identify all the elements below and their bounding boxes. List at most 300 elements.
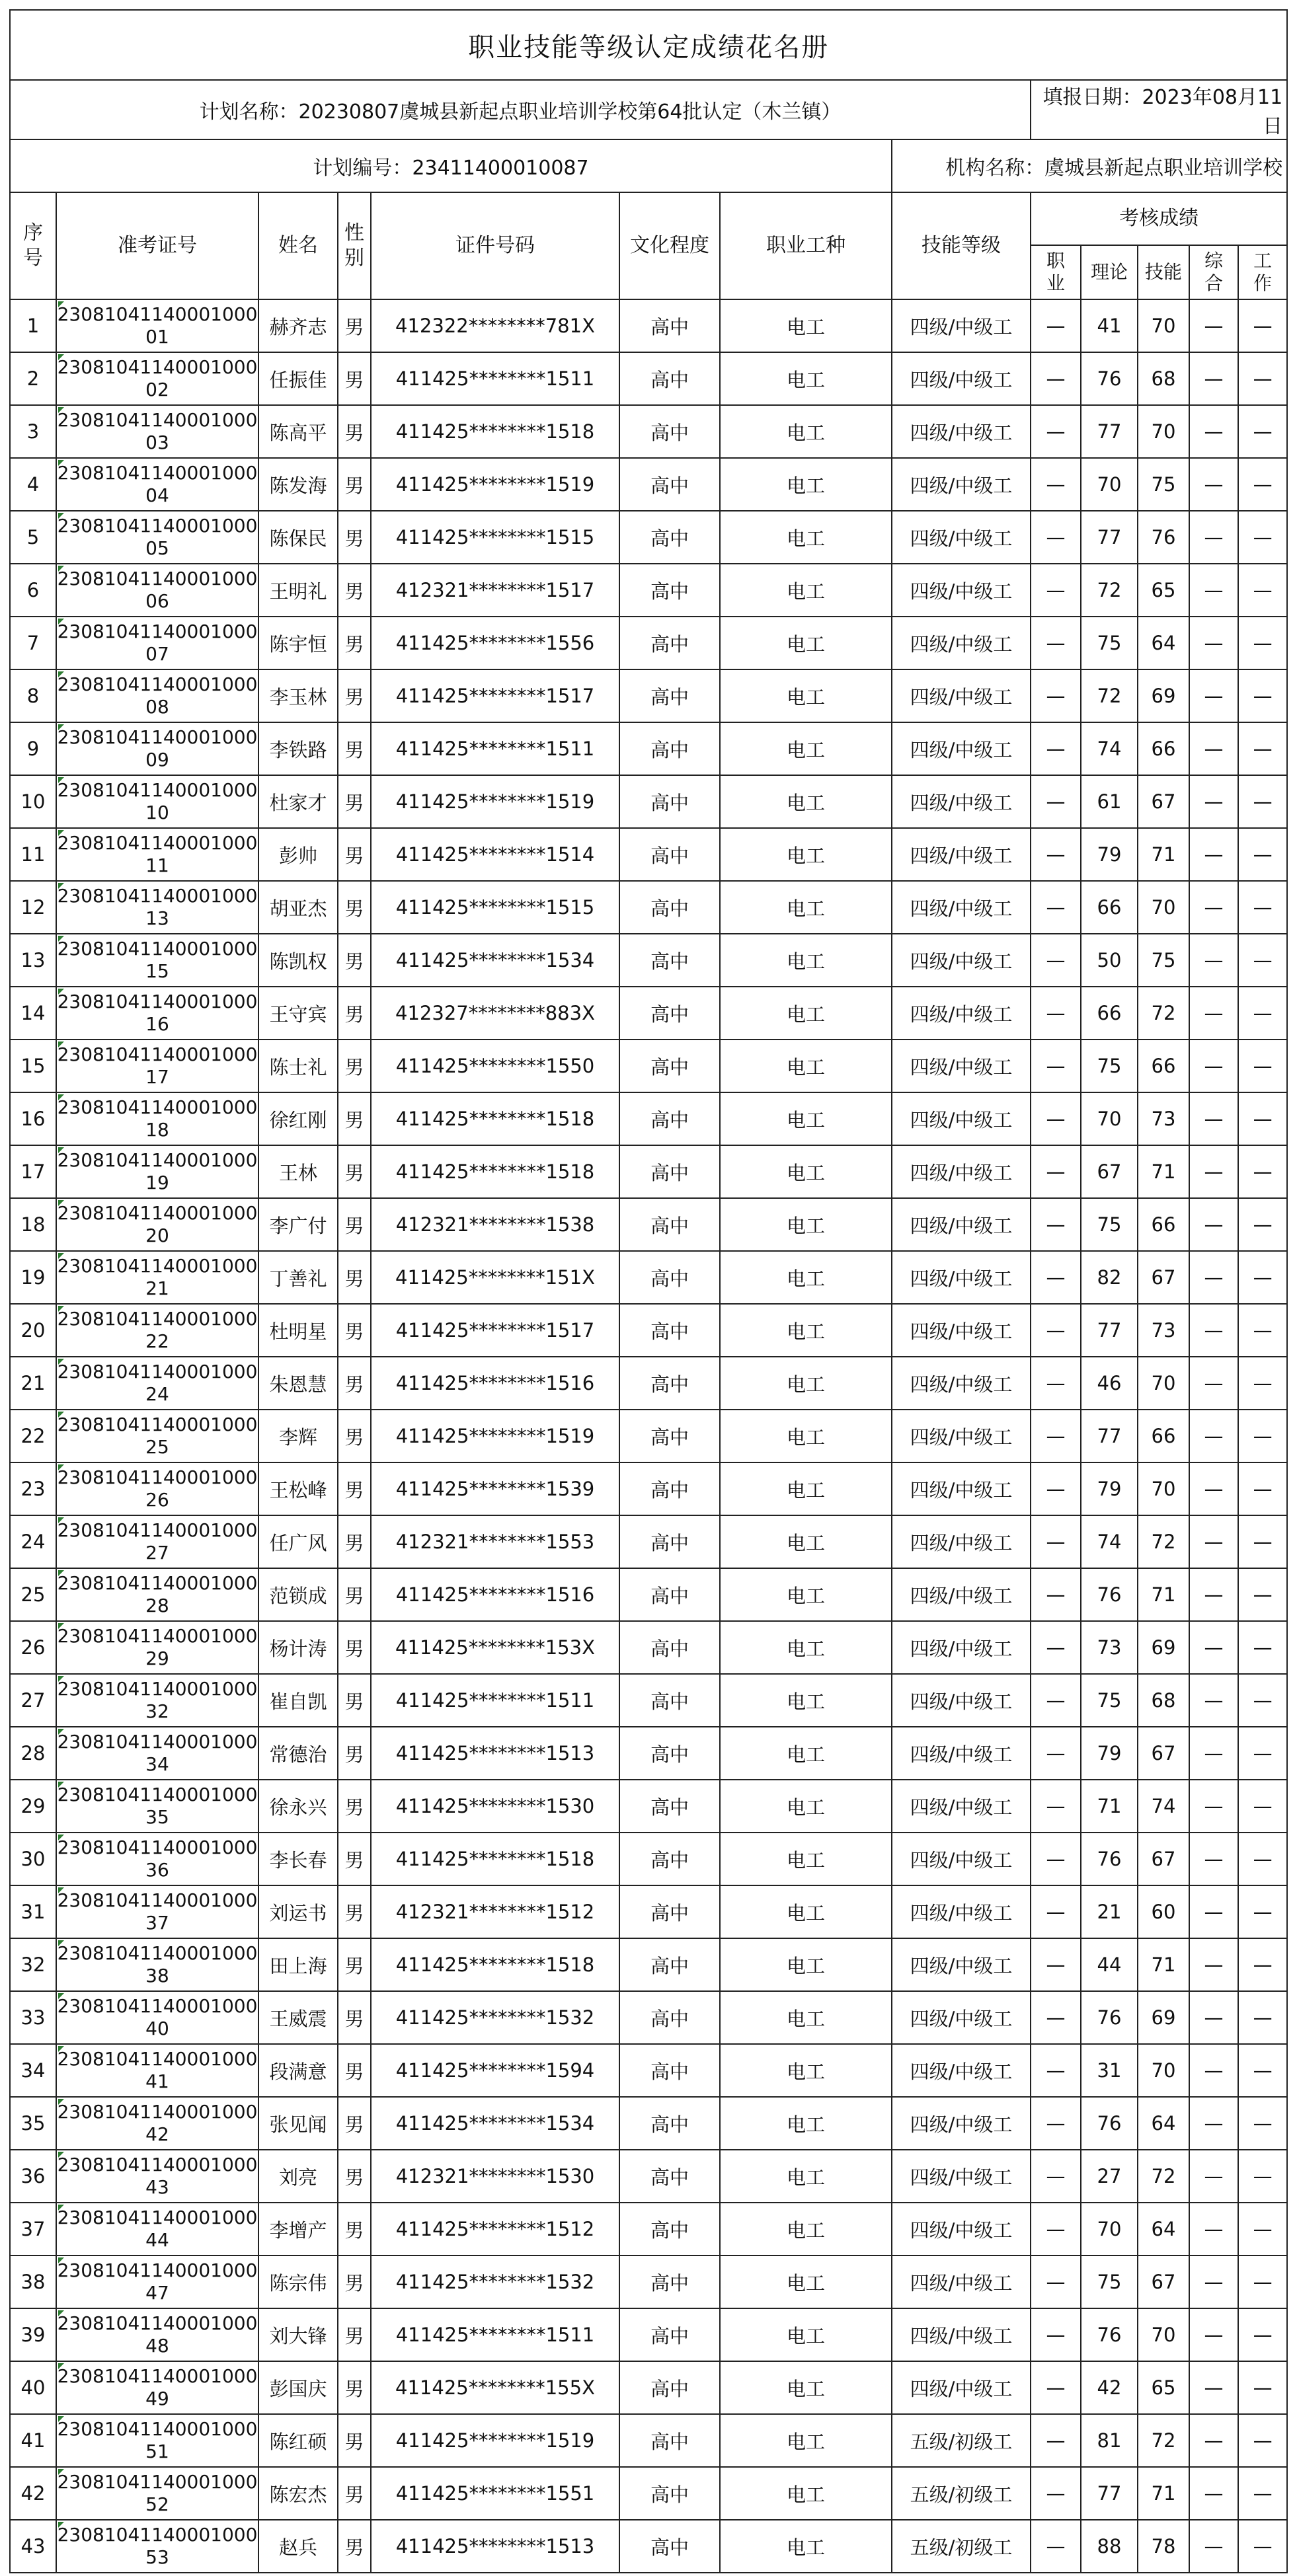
cell-seq: 33 — [10, 1991, 56, 2044]
cell-id-no: 412321********1512 — [371, 1885, 619, 1938]
header-score-work — [1238, 245, 1287, 299]
cell-education: 高中 — [619, 1621, 720, 1674]
cell-gender: 男 — [338, 2044, 371, 2097]
cell-id-no: 411425********1516 — [371, 1568, 619, 1621]
cell-name: 常德治 — [258, 1727, 338, 1780]
cell-score-theory: 77 — [1081, 2467, 1138, 2520]
org-name: 机构名称：虞城县新起点职业培训学校 — [892, 139, 1287, 192]
cell-level: 四级/中级工 — [892, 352, 1031, 405]
table-row — [10, 511, 1287, 564]
cell-score-comp: — — [1189, 405, 1238, 458]
plan-name: 计划名称：20230807虞城县新起点职业培训学校第64批认定（木兰镇） — [10, 80, 1031, 139]
cell-score-comp: — — [1189, 1568, 1238, 1621]
cell-score-work: — — [1238, 1304, 1287, 1357]
cell-score-ethic: — — [1031, 1938, 1081, 1991]
cell-gender: 男 — [338, 881, 371, 934]
comment-marker-icon — [58, 1253, 64, 1259]
cell-score-comp: — — [1189, 2308, 1238, 2361]
cell-seq: 1 — [10, 299, 56, 352]
cell-gender: 男 — [338, 2203, 371, 2255]
cell-score-skill: 70 — [1138, 2308, 1189, 2361]
cell-score-work: — — [1238, 1515, 1287, 1568]
cell-score-ethic: — — [1031, 1145, 1081, 1198]
exam-no-text: 2308104114000100006 — [57, 568, 258, 612]
roster-table — [9, 9, 1288, 2573]
cell-name: 赵兵 — [258, 2520, 338, 2573]
table-row — [10, 775, 1287, 828]
cell-exam-no — [56, 934, 258, 987]
exam-no-text: 2308104114000100022 — [57, 1308, 258, 1352]
comment-marker-icon — [58, 777, 64, 783]
cell-score-theory: 79 — [1081, 1462, 1138, 1515]
comment-marker-icon — [58, 1835, 64, 1840]
cell-id-no: 411425********1539 — [371, 1462, 619, 1515]
cell-score-skill: 65 — [1138, 2361, 1189, 2414]
cell-score-work: — — [1238, 987, 1287, 1040]
cell-occupation: 电工 — [720, 2097, 892, 2150]
cell-score-comp: — — [1189, 669, 1238, 722]
cell-level: 四级/中级工 — [892, 1092, 1031, 1145]
cell-seq: 25 — [10, 1568, 56, 1621]
cell-name: 任广风 — [258, 1515, 338, 1568]
cell-education: 高中 — [619, 2414, 720, 2467]
cell-score-ethic: — — [1031, 1462, 1081, 1515]
cell-occupation: 电工 — [720, 1991, 892, 2044]
cell-occupation: 电工 — [720, 2308, 892, 2361]
cell-level: 四级/中级工 — [892, 1833, 1031, 1885]
cell-seq: 15 — [10, 1040, 56, 1092]
exam-no-text: 2308104114000100007 — [57, 621, 258, 665]
cell-occupation: 电工 — [720, 1885, 892, 1938]
cell-score-ethic: — — [1031, 1568, 1081, 1621]
cell-score-work: — — [1238, 1621, 1287, 1674]
cell-id-no: 411425********1518 — [371, 1092, 619, 1145]
cell-score-theory: 72 — [1081, 669, 1138, 722]
cell-level: 四级/中级工 — [892, 669, 1031, 722]
cell-seq: 24 — [10, 1515, 56, 1568]
cell-score-comp: — — [1189, 1780, 1238, 1833]
cell-gender: 男 — [338, 722, 371, 775]
exam-no-text: 2308104114000100017 — [57, 1043, 258, 1088]
cell-score-theory: 75 — [1081, 1198, 1138, 1251]
table-row — [10, 2203, 1287, 2255]
table-row — [10, 2097, 1287, 2150]
cell-score-work: — — [1238, 1092, 1287, 1145]
cell-level: 四级/中级工 — [892, 2044, 1031, 2097]
cell-score-skill: 69 — [1138, 669, 1189, 722]
cell-seq: 39 — [10, 2308, 56, 2361]
cell-score-ethic: — — [1031, 1251, 1081, 1304]
table-row — [10, 881, 1287, 934]
cell-occupation: 电工 — [720, 987, 892, 1040]
cell-name: 任振佳 — [258, 352, 338, 405]
cell-exam-no — [56, 1462, 258, 1515]
cell-score-ethic: — — [1031, 299, 1081, 352]
comment-marker-icon — [58, 1993, 64, 1999]
cell-education: 高中 — [619, 1145, 720, 1198]
cell-exam-no — [56, 881, 258, 934]
cell-name: 彭帅 — [258, 828, 338, 881]
cell-score-skill: 67 — [1138, 775, 1189, 828]
cell-score-ethic: — — [1031, 1198, 1081, 1251]
comment-marker-icon — [58, 1570, 64, 1576]
cell-score-ethic: — — [1031, 1515, 1081, 1568]
header-score-theory: 理论 — [1081, 245, 1138, 299]
cell-education: 高中 — [619, 2044, 720, 2097]
cell-score-theory: 74 — [1081, 1515, 1138, 1568]
cell-score-theory: 77 — [1081, 1410, 1138, 1462]
cell-exam-no — [56, 1938, 258, 1991]
cell-occupation: 电工 — [720, 1938, 892, 1991]
cell-exam-no — [56, 405, 258, 458]
exam-no-text: 2308104114000100032 — [57, 1678, 258, 1722]
table-row — [10, 2361, 1287, 2414]
cell-exam-no — [56, 1410, 258, 1462]
cell-gender: 男 — [338, 1357, 371, 1410]
cell-score-work: — — [1238, 1410, 1287, 1462]
cell-gender: 男 — [338, 828, 371, 881]
cell-score-comp: — — [1189, 1991, 1238, 2044]
cell-seq: 35 — [10, 2097, 56, 2150]
cell-score-ethic: — — [1031, 458, 1081, 511]
cell-level: 四级/中级工 — [892, 1621, 1031, 1674]
cell-score-work: — — [1238, 1198, 1287, 1251]
cell-occupation: 电工 — [720, 1515, 892, 1568]
table-row — [10, 1145, 1287, 1198]
cell-id-no: 411425********1513 — [371, 1727, 619, 1780]
cell-score-ethic: — — [1031, 564, 1081, 617]
cell-gender: 男 — [338, 1833, 371, 1885]
cell-score-ethic: — — [1031, 2520, 1081, 2573]
cell-score-work: — — [1238, 669, 1287, 722]
comment-marker-icon — [58, 1359, 64, 1365]
cell-level: 四级/中级工 — [892, 1251, 1031, 1304]
cell-score-skill: 68 — [1138, 1674, 1189, 1727]
cell-score-comp: — — [1189, 722, 1238, 775]
cell-education: 高中 — [619, 1833, 720, 1885]
cell-level: 五级/初级工 — [892, 2414, 1031, 2467]
cell-gender: 男 — [338, 1621, 371, 1674]
table-row — [10, 1991, 1287, 2044]
table-row — [10, 458, 1287, 511]
cell-id-no: 411425********1556 — [371, 617, 619, 669]
cell-exam-no — [56, 2097, 258, 2150]
exam-no-text: 2308104114000100047 — [57, 2259, 258, 2304]
cell-gender: 男 — [338, 2308, 371, 2361]
cell-score-theory: 75 — [1081, 2255, 1138, 2308]
cell-exam-no — [56, 669, 258, 722]
cell-score-theory: 76 — [1081, 1991, 1138, 2044]
cell-name: 段满意 — [258, 2044, 338, 2097]
cell-score-theory: 70 — [1081, 458, 1138, 511]
cell-level: 四级/中级工 — [892, 2361, 1031, 2414]
cell-education: 高中 — [619, 1357, 720, 1410]
cell-score-skill: 78 — [1138, 2520, 1189, 2573]
exam-no-text: 2308104114000100037 — [57, 1889, 258, 1934]
cell-education: 高中 — [619, 352, 720, 405]
cell-gender: 男 — [338, 1991, 371, 2044]
comment-marker-icon — [58, 1887, 64, 1893]
cell-score-comp: — — [1189, 1727, 1238, 1780]
cell-level: 五级/初级工 — [892, 2520, 1031, 2573]
cell-name: 陈发海 — [258, 458, 338, 511]
table-row — [10, 1304, 1287, 1357]
header-seq — [10, 192, 56, 299]
cell-score-theory: 42 — [1081, 2361, 1138, 2414]
cell-score-skill: 73 — [1138, 1304, 1189, 1357]
table-row — [10, 1462, 1287, 1515]
cell-occupation: 电工 — [720, 299, 892, 352]
exam-no-text: 2308104114000100044 — [57, 2207, 258, 2251]
cell-occupation: 电工 — [720, 828, 892, 881]
cell-id-no: 411425********1516 — [371, 1357, 619, 1410]
header-scores: 考核成绩 — [1031, 192, 1287, 245]
header-score-work-label: 工作 — [1253, 250, 1273, 294]
cell-score-ethic: — — [1031, 405, 1081, 458]
exam-no-text: 2308104114000100008 — [57, 673, 258, 718]
cell-score-comp: — — [1189, 2203, 1238, 2255]
cell-score-theory: 76 — [1081, 2308, 1138, 2361]
cell-score-theory: 50 — [1081, 934, 1138, 987]
cell-score-skill: 73 — [1138, 1092, 1189, 1145]
cell-gender: 男 — [338, 2414, 371, 2467]
comment-marker-icon — [58, 2257, 64, 2263]
cell-score-ethic: — — [1031, 722, 1081, 775]
cell-name: 徐永兴 — [258, 1780, 338, 1833]
cell-id-no: 411425********1512 — [371, 2203, 619, 2255]
table-row — [10, 1938, 1287, 1991]
cell-occupation: 电工 — [720, 1198, 892, 1251]
cell-gender: 男 — [338, 775, 371, 828]
exam-no-text: 2308104114000100052 — [57, 2471, 258, 2515]
cell-education: 高中 — [619, 1515, 720, 1568]
cell-seq: 23 — [10, 1462, 56, 1515]
cell-score-ethic: — — [1031, 2203, 1081, 2255]
cell-occupation: 电工 — [720, 2150, 892, 2203]
cell-score-theory: 77 — [1081, 405, 1138, 458]
cell-level: 四级/中级工 — [892, 299, 1031, 352]
cell-id-no: 411425********1511 — [371, 722, 619, 775]
cell-seq: 16 — [10, 1092, 56, 1145]
table-row — [10, 1515, 1287, 1568]
cell-education: 高中 — [619, 1885, 720, 1938]
cell-score-comp: — — [1189, 2361, 1238, 2414]
cell-score-skill: 71 — [1138, 1145, 1189, 1198]
cell-occupation: 电工 — [720, 1462, 892, 1515]
cell-occupation: 电工 — [720, 1674, 892, 1727]
cell-level: 四级/中级工 — [892, 1674, 1031, 1727]
cell-score-work: — — [1238, 511, 1287, 564]
exam-no-text: 2308104114000100026 — [57, 1466, 258, 1511]
cell-occupation: 电工 — [720, 2203, 892, 2255]
cell-name: 刘运书 — [258, 1885, 338, 1938]
cell-score-skill: 66 — [1138, 1198, 1189, 1251]
cell-exam-no — [56, 1357, 258, 1410]
cell-education: 高中 — [619, 1568, 720, 1621]
cell-occupation: 电工 — [720, 1727, 892, 1780]
cell-score-theory: 72 — [1081, 564, 1138, 617]
cell-seq: 42 — [10, 2467, 56, 2520]
cell-score-comp: — — [1189, 987, 1238, 1040]
cell-id-no: 411425********1519 — [371, 458, 619, 511]
cell-occupation: 电工 — [720, 775, 892, 828]
cell-level: 四级/中级工 — [892, 1410, 1031, 1462]
cell-score-work: — — [1238, 352, 1287, 405]
table-row — [10, 1621, 1287, 1674]
fill-date: 填报日期：2023年08月11日 — [1031, 80, 1287, 139]
cell-id-no: 412321********1538 — [371, 1198, 619, 1251]
cell-seq: 22 — [10, 1410, 56, 1462]
cell-score-comp: — — [1189, 299, 1238, 352]
cell-occupation: 电工 — [720, 617, 892, 669]
cell-name: 徐红刚 — [258, 1092, 338, 1145]
cell-gender: 男 — [338, 1515, 371, 1568]
cell-seq: 13 — [10, 934, 56, 987]
exam-no-text: 2308104114000100035 — [57, 1784, 258, 1828]
cell-name: 杜家才 — [258, 775, 338, 828]
cell-score-comp: — — [1189, 1674, 1238, 1727]
exam-no-text: 2308104114000100020 — [57, 1202, 258, 1246]
cell-level: 四级/中级工 — [892, 1885, 1031, 1938]
cell-score-skill: 66 — [1138, 1410, 1189, 1462]
cell-score-theory: 70 — [1081, 1092, 1138, 1145]
cell-level: 四级/中级工 — [892, 881, 1031, 934]
cell-occupation: 电工 — [720, 1304, 892, 1357]
table-row — [10, 2044, 1287, 2097]
cell-score-ethic: — — [1031, 2467, 1081, 2520]
cell-occupation: 电工 — [720, 2044, 892, 2097]
cell-name: 田上海 — [258, 1938, 338, 1991]
exam-no-text: 2308104114000100042 — [57, 2101, 258, 2145]
cell-score-work: — — [1238, 1462, 1287, 1515]
cell-education: 高中 — [619, 828, 720, 881]
comment-marker-icon — [58, 1729, 64, 1735]
cell-seq: 7 — [10, 617, 56, 669]
cell-score-theory: 27 — [1081, 2150, 1138, 2203]
cell-name: 陈宏杰 — [258, 2467, 338, 2520]
cell-id-no: 411425********1534 — [371, 2097, 619, 2150]
cell-exam-no — [56, 2414, 258, 2467]
cell-score-skill: 70 — [1138, 299, 1189, 352]
cell-score-work: — — [1238, 2308, 1287, 2361]
cell-seq: 38 — [10, 2255, 56, 2308]
cell-name: 王守宾 — [258, 987, 338, 1040]
cell-name: 李广付 — [258, 1198, 338, 1251]
cell-education: 高中 — [619, 881, 720, 934]
comment-marker-icon — [58, 2310, 64, 2316]
cell-score-comp: — — [1189, 1304, 1238, 1357]
cell-score-comp: — — [1189, 1515, 1238, 1568]
cell-gender: 男 — [338, 1938, 371, 1991]
cell-id-no: 411425********1594 — [371, 2044, 619, 2097]
cell-seq: 2 — [10, 352, 56, 405]
cell-score-theory: 71 — [1081, 1780, 1138, 1833]
cell-level: 四级/中级工 — [892, 722, 1031, 775]
comment-marker-icon — [58, 2522, 64, 2528]
comment-marker-icon — [58, 407, 64, 413]
cell-name: 陈高平 — [258, 405, 338, 458]
cell-score-theory: 77 — [1081, 511, 1138, 564]
cell-level: 四级/中级工 — [892, 1515, 1031, 1568]
table-row — [10, 2520, 1287, 2573]
cell-score-comp: — — [1189, 1410, 1238, 1462]
cell-seq: 18 — [10, 1198, 56, 1251]
cell-education: 高中 — [619, 2361, 720, 2414]
cell-exam-no — [56, 2203, 258, 2255]
cell-score-work: — — [1238, 775, 1287, 828]
cell-score-skill: 68 — [1138, 352, 1189, 405]
cell-score-theory: 76 — [1081, 1568, 1138, 1621]
table-row — [10, 2308, 1287, 2361]
cell-occupation: 电工 — [720, 881, 892, 934]
cell-score-theory: 79 — [1081, 828, 1138, 881]
cell-education: 高中 — [619, 669, 720, 722]
cell-exam-no — [56, 1885, 258, 1938]
table-row — [10, 1833, 1287, 1885]
cell-score-comp: — — [1189, 2150, 1238, 2203]
cell-score-skill: 67 — [1138, 1251, 1189, 1304]
table-row — [10, 987, 1287, 1040]
cell-education: 高中 — [619, 775, 720, 828]
cell-score-skill: 65 — [1138, 564, 1189, 617]
exam-no-text: 2308104114000100053 — [57, 2524, 258, 2568]
comment-marker-icon — [58, 671, 64, 677]
cell-score-theory: 75 — [1081, 617, 1138, 669]
cell-occupation: 电工 — [720, 2255, 892, 2308]
cell-score-ethic: — — [1031, 775, 1081, 828]
cell-score-skill: 71 — [1138, 1938, 1189, 1991]
cell-name: 王威震 — [258, 1991, 338, 2044]
cell-id-no: 411425********1530 — [371, 1780, 619, 1833]
cell-seq: 31 — [10, 1885, 56, 1938]
table-row — [10, 669, 1287, 722]
cell-education: 高中 — [619, 1991, 720, 2044]
comment-marker-icon — [58, 2046, 64, 2052]
cell-score-comp: — — [1189, 352, 1238, 405]
exam-no-text: 2308104114000100015 — [57, 938, 258, 982]
cell-score-skill: 64 — [1138, 617, 1189, 669]
cell-name: 陈保民 — [258, 511, 338, 564]
cell-exam-no — [56, 1780, 258, 1833]
cell-occupation: 电工 — [720, 1833, 892, 1885]
cell-level: 四级/中级工 — [892, 2097, 1031, 2150]
cell-score-comp: — — [1189, 617, 1238, 669]
cell-score-comp: — — [1189, 1833, 1238, 1885]
cell-id-no: 411425********1518 — [371, 405, 619, 458]
cell-education: 高中 — [619, 564, 720, 617]
header-score-ethic — [1031, 245, 1081, 299]
cell-education: 高中 — [619, 2255, 720, 2308]
exam-no-text: 2308104114000100048 — [57, 2312, 258, 2357]
cell-education: 高中 — [619, 1251, 720, 1304]
cell-name: 陈红硕 — [258, 2414, 338, 2467]
exam-no-text: 2308104114000100049 — [57, 2365, 258, 2409]
cell-name: 王林 — [258, 1145, 338, 1198]
cell-score-comp: — — [1189, 458, 1238, 511]
cell-name: 杜明星 — [258, 1304, 338, 1357]
comment-marker-icon — [58, 354, 64, 360]
cell-score-work: — — [1238, 1357, 1287, 1410]
cell-score-work: — — [1238, 2361, 1287, 2414]
cell-score-work: — — [1238, 1727, 1287, 1780]
cell-id-no: 412322********781X — [371, 299, 619, 352]
cell-score-ethic: — — [1031, 1727, 1081, 1780]
cell-gender: 男 — [338, 617, 371, 669]
cell-id-no: 411425********1515 — [371, 511, 619, 564]
roster-page — [9, 9, 1286, 2573]
cell-level: 四级/中级工 — [892, 564, 1031, 617]
cell-occupation: 电工 — [720, 458, 892, 511]
